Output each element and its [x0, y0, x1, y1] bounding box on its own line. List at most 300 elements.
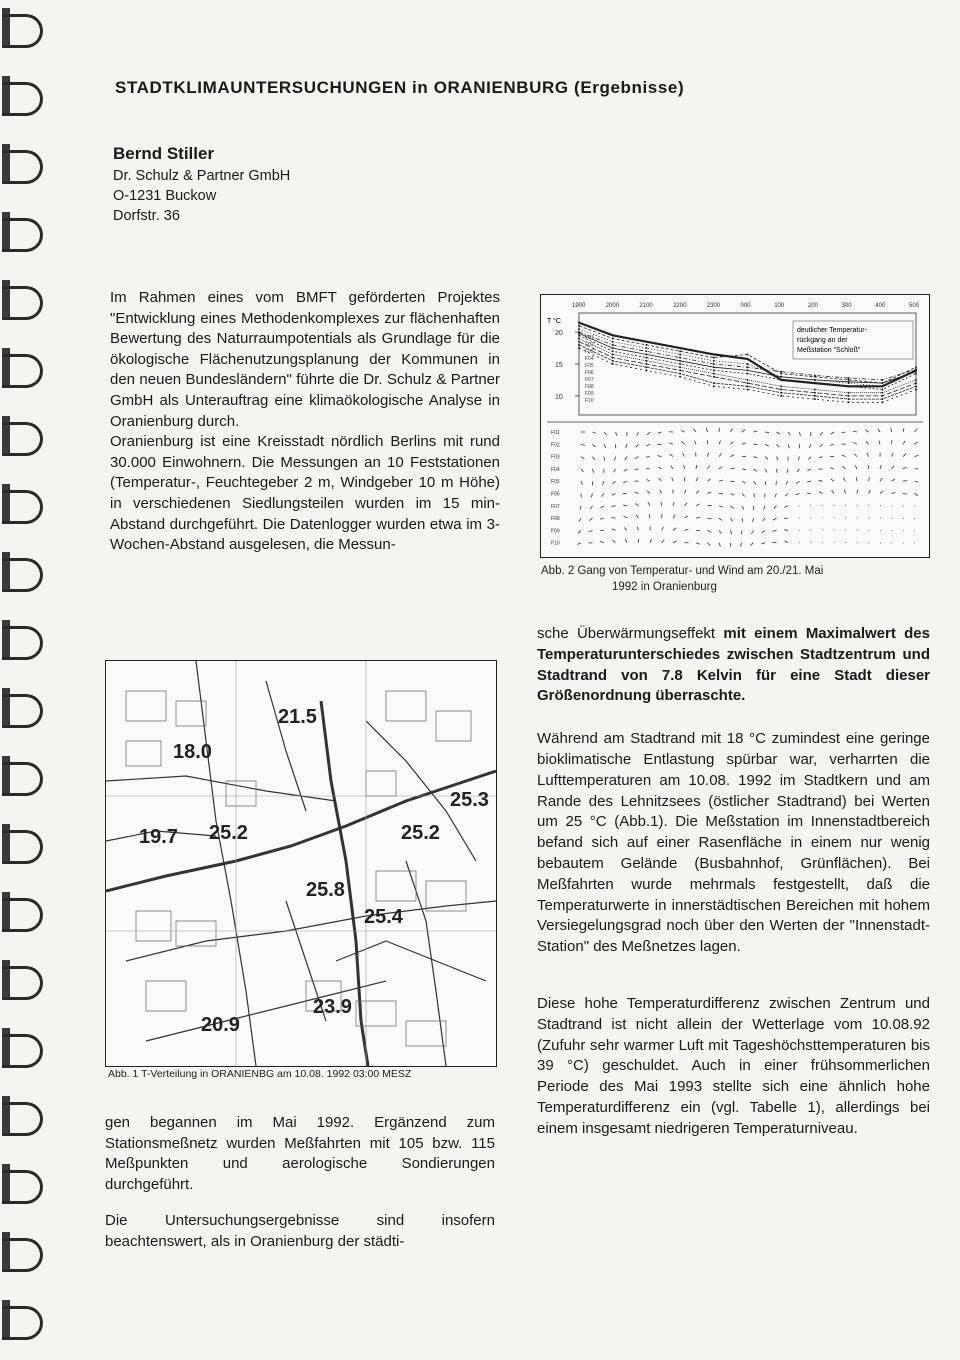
wind-row-label: F01	[551, 430, 560, 436]
wind-vector	[773, 518, 776, 520]
wind-vector	[613, 481, 616, 484]
paragraph-results: Die Untersuchungsergebnisse sind insofern beachtenswert, als in Oranienburg der städti-	[105, 1212, 495, 1250]
data-point	[645, 369, 647, 371]
wind-vector	[635, 469, 639, 470]
data-point	[848, 395, 850, 397]
wind-vector	[662, 514, 663, 518]
wind-vector	[855, 465, 857, 469]
data-point	[780, 376, 782, 378]
author-city: O-1231 Buckow	[113, 188, 217, 204]
wind-vector	[673, 541, 677, 543]
binding-ring	[2, 280, 46, 320]
wind-vector	[719, 454, 722, 457]
wind-vector	[754, 457, 758, 458]
x-tick-label: 2200	[673, 303, 687, 309]
wind-vector	[708, 543, 711, 546]
wind-vector	[830, 468, 834, 469]
wind-vector	[853, 431, 857, 432]
binding-ring	[2, 892, 46, 932]
data-point	[881, 385, 883, 387]
data-point	[679, 376, 681, 378]
data-point	[747, 369, 749, 371]
wind-vector	[635, 492, 639, 493]
data-point	[679, 347, 681, 349]
wind-vector	[625, 457, 627, 460]
wind-vector	[684, 465, 685, 469]
wind-vector	[577, 543, 581, 545]
wind-vector	[831, 479, 834, 481]
wind-vector	[581, 481, 582, 485]
wind-vector	[754, 494, 755, 498]
wind-vector	[784, 530, 788, 531]
wind-vector	[788, 432, 790, 435]
data-point	[780, 389, 782, 391]
data-point	[612, 347, 614, 349]
map-label-southeast: 25.4	[364, 906, 403, 928]
wind-vector	[706, 428, 707, 432]
wind-vector	[892, 493, 896, 494]
data-point	[780, 395, 782, 397]
wind-vector	[915, 429, 917, 432]
wind-vector	[635, 457, 638, 459]
data-point	[612, 344, 614, 346]
paragraph-measurements: gen begannen im Mai 1992. Ergänzend zum Stationsmeßnetz wurden Meßfahrten mit 105 bzw. 115 Meßpunkten und aerologische Sondierungen durchgeführt.	[105, 1114, 495, 1193]
wind-vector	[776, 481, 777, 485]
wind-vector	[754, 481, 756, 484]
wind-vector	[773, 530, 777, 531]
data-point	[645, 360, 647, 362]
map-label-southwest: 20.9	[201, 1014, 240, 1036]
wind-vector	[604, 457, 605, 461]
wind-vector	[636, 444, 639, 447]
data-point	[747, 385, 749, 387]
wind-vector	[796, 481, 799, 483]
wind-vector	[615, 457, 616, 461]
data-point	[747, 353, 749, 355]
wind-vector	[646, 457, 650, 458]
wind-vector	[915, 494, 918, 496]
wind-vector	[671, 466, 673, 469]
data-point	[645, 357, 647, 359]
data-point	[747, 373, 749, 375]
binding-ring	[2, 144, 46, 184]
wind-vector	[797, 469, 799, 472]
wind-vector	[820, 432, 822, 435]
binding-ring	[2, 76, 46, 116]
effect-bold-text: mit einem Maximalwert des Temperaturunterschiedes zwischen Stadtzentrum und Stadtrand von 7.8 Kelvin für eine Stadt dieser Größenordnung überraschte.	[537, 625, 930, 705]
spiral-binding	[0, 0, 52, 1360]
data-point	[713, 385, 715, 387]
binding-ring	[2, 416, 46, 456]
data-point	[612, 350, 614, 352]
data-point	[679, 369, 681, 371]
wind-vector	[646, 444, 650, 446]
wind-vector	[742, 506, 744, 510]
x-tick-label: 200	[807, 303, 818, 309]
data-point	[612, 334, 614, 336]
wind-vector	[740, 543, 742, 547]
data-point	[645, 341, 647, 343]
data-point	[713, 382, 715, 384]
wind-vector	[857, 517, 858, 518]
wind-vector	[731, 468, 735, 469]
data-point	[848, 385, 850, 387]
wind-vector	[903, 467, 907, 469]
data-point	[814, 398, 816, 400]
wind-vector	[809, 444, 811, 448]
figure-2-caption-line-2: 1992 in Oranienburg	[612, 581, 717, 593]
data-point	[747, 358, 749, 360]
wind-vector	[590, 506, 592, 509]
data-point	[747, 366, 749, 368]
wind-vector	[819, 492, 823, 494]
wind-vector	[741, 530, 742, 534]
data-point	[679, 350, 681, 352]
wind-vector	[784, 506, 788, 508]
wind-vector	[831, 490, 834, 493]
wind-vector	[751, 530, 753, 533]
wind-vector	[626, 444, 627, 448]
wind-vector	[636, 515, 638, 518]
wind-vector	[658, 456, 662, 457]
wind-vector	[731, 455, 735, 457]
wind-vector	[673, 515, 675, 518]
wind-vector	[808, 457, 811, 460]
wind-vector	[649, 514, 650, 518]
binding-ring	[2, 1232, 46, 1272]
time-series-figure	[540, 294, 930, 558]
wind-vector	[842, 455, 846, 457]
wind-vector	[903, 428, 904, 432]
station-label: F06	[585, 370, 594, 376]
annotation-line-2: rückgang an der	[797, 337, 848, 344]
wind-vector	[842, 466, 845, 469]
wind-vector	[903, 494, 907, 495]
wind-vector	[754, 469, 757, 471]
binding-ring	[2, 348, 46, 388]
wind-vector	[765, 444, 769, 446]
wind-row-label: F09	[551, 528, 560, 535]
data-point	[780, 371, 782, 373]
y-axis-label: T °C	[547, 318, 561, 325]
author-name: Bernd Stiller	[113, 144, 215, 163]
wind-vector	[708, 492, 712, 493]
figure-1-caption: Abb. 1 T-Verteilung in ORANIENBG am 10.08. 1992 03:00 MESZ	[108, 1068, 412, 1080]
wind-vector	[672, 477, 673, 481]
wind-vector	[625, 539, 627, 543]
data-point	[881, 398, 883, 400]
wind-vector	[865, 430, 868, 432]
wind-vector	[774, 506, 777, 509]
wind-vector	[751, 543, 754, 546]
wind-vector	[719, 518, 722, 520]
wind-vector	[650, 539, 651, 543]
wind-vector	[708, 518, 712, 519]
wind-vector	[903, 441, 905, 444]
wind-vector	[658, 432, 662, 433]
wind-vector	[915, 481, 919, 482]
wind-vector	[742, 430, 745, 432]
wind-vector	[624, 527, 627, 530]
wind-vector	[613, 540, 616, 543]
wind-vector	[777, 457, 779, 461]
wind-vector	[798, 457, 799, 461]
wind-vector	[708, 530, 711, 532]
wind-vector	[708, 479, 711, 482]
wind-vector	[810, 518, 811, 519]
station-label: F02	[585, 342, 594, 348]
data-point	[713, 373, 715, 375]
wind-vector	[624, 469, 627, 471]
data-point	[713, 369, 715, 371]
wind-vector	[646, 479, 650, 481]
wind-vector	[696, 504, 700, 506]
wind-vector	[810, 432, 811, 436]
wind-vector	[784, 541, 788, 543]
wind-vector	[762, 530, 765, 532]
data-point	[881, 401, 883, 403]
x-tick-label: 000	[740, 303, 751, 309]
data-point	[713, 357, 715, 359]
data-point	[848, 401, 850, 403]
wind-vector	[637, 527, 638, 531]
data-point	[747, 363, 749, 365]
map-label-west: 19.7	[139, 826, 178, 848]
wind-row-label: F08	[551, 516, 560, 523]
temperature-wind-chart	[541, 295, 929, 557]
binding-ring	[2, 1096, 46, 1136]
x-tick-label: 1900	[572, 303, 586, 309]
map-label-center-east: 25.2	[401, 822, 440, 844]
data-point	[848, 379, 850, 381]
station-label: F09	[585, 391, 594, 397]
binding-ring	[2, 960, 46, 1000]
wind-vector	[578, 530, 581, 533]
data-point	[747, 379, 749, 381]
data-point	[881, 379, 883, 381]
wind-vector	[742, 469, 746, 470]
wind-vector	[593, 432, 597, 434]
wind-vector	[685, 490, 686, 494]
wind-vector	[842, 432, 846, 433]
wind-vector	[765, 469, 767, 472]
wind-vector	[612, 506, 616, 507]
wind-vector	[796, 494, 800, 495]
wind-vector	[719, 506, 723, 507]
wind-vector	[903, 481, 907, 482]
annotation-line-3: Meßstation "Schloß"	[797, 347, 861, 354]
author-company: Dr. Schulz & Partner GmbH	[113, 168, 291, 184]
wind-vector	[604, 444, 606, 448]
data-point	[679, 363, 681, 365]
wind-vector	[658, 467, 661, 469]
wind-vector	[685, 516, 688, 518]
data-point	[848, 398, 850, 400]
wind-vector	[785, 494, 788, 497]
wind-vector	[915, 442, 918, 444]
wind-vector	[765, 457, 768, 460]
station-label: F03	[585, 349, 594, 355]
data-point	[612, 360, 614, 362]
figure-2-caption-line-1: Abb. 2 Gang von Temperatur- und Wind am 20./21. Mai	[541, 565, 824, 577]
wind-vector	[765, 432, 769, 433]
wind-row-label: F03	[551, 454, 560, 461]
effect-plain-text: sche Überwärmungseffekt	[537, 625, 716, 642]
map-label-east: 25.3	[450, 789, 489, 811]
wind-vector	[673, 528, 676, 531]
wind-vector	[892, 440, 893, 444]
paragraph-city: Oranienburg ist eine Kreisstadt nördlich Berlins mit rund 30.000 Einwohnern. Die Messungen an 10 Feststationen (Temperatur-, Feuchtegeber 2 m, Windgeber 10 m Höhe) in verschiedenen Siedlungsteilen wurden im 15 min-Abstand durchgeführt. Die Datenlogger wurden etwa im 3-Wochen-Abstand ausgelesen, die Messun-	[110, 433, 500, 554]
wind-vector	[600, 541, 604, 542]
data-point	[645, 350, 647, 352]
data-point	[780, 392, 782, 394]
wind-vector	[660, 490, 662, 494]
wind-vector	[612, 494, 616, 496]
wind-row-label: F10	[551, 540, 560, 547]
binding-ring	[2, 1028, 46, 1068]
wind-row-label: F04	[551, 466, 560, 473]
wind-row-label: F02	[551, 442, 560, 449]
wind-vector	[601, 494, 604, 497]
data-point	[679, 373, 681, 375]
binding-ring	[2, 756, 46, 796]
wind-vector	[696, 465, 697, 469]
wind-vector	[616, 432, 617, 436]
wind-vector	[635, 503, 638, 505]
wind-vector	[683, 453, 685, 456]
data-point	[612, 338, 614, 340]
wind-vector	[624, 516, 627, 518]
map-label-center-west: 25.2	[209, 822, 248, 844]
wind-vector	[819, 457, 823, 459]
wind-vector	[693, 429, 696, 432]
paragraph-city-edge: Während am Stadtrand mit 18 °C zumindest eine geringe bioklimatische Entlastung spürbar war, verharrten die Lufttemperaturen am 10.08. 1992 im Stadtkern und am Rande des Lehnitzsees (östlicher Stadtrand) bei Werten um 25 °C (Abb.1). Die Meßstation im Innenstadtbereich befand sich auf einer Rasenfläche in einem nur wenig bebautem Gelände (Busbahnhof, Grünflächen). Bei Meßfahrten wurde mehrmals festgestellt, daß die Temperaturwerte in innerstädtischen Bereichen mit hohem Versiegelungsgrad noch über den Werten der "Innenstadt-Station" des Meßnetzes lagen.	[537, 730, 930, 956]
annotation-line-1: deutlicher Temperatur-	[797, 327, 867, 334]
wind-vector	[763, 518, 765, 521]
wind-vector	[708, 453, 709, 457]
wind-vector	[719, 441, 721, 445]
data-point	[780, 379, 782, 381]
binding-ring	[2, 620, 46, 660]
wind-vector	[581, 469, 584, 472]
data-point	[713, 376, 715, 378]
wind-vector	[892, 479, 895, 481]
station-label: F05	[585, 363, 594, 369]
data-point	[713, 366, 715, 368]
findings-text	[537, 624, 930, 1140]
wind-vector	[602, 481, 604, 485]
data-point	[679, 366, 681, 368]
wind-vector	[637, 432, 639, 436]
wind-vector	[647, 432, 650, 435]
binding-ring	[2, 1164, 46, 1204]
wind-vector	[807, 481, 811, 482]
wind-vector	[777, 432, 780, 434]
data-point	[612, 357, 614, 359]
wind-vector	[777, 444, 780, 447]
intro-text	[110, 288, 500, 556]
map-label-south: 23.9	[313, 996, 352, 1018]
wind-vector	[819, 444, 822, 447]
wind-row-label: F07	[551, 503, 560, 510]
page-title: STADTKLIMAUNTERSUCHUNGEN in ORANIENBURG (Ergebnisse)	[115, 78, 685, 97]
wind-vector	[867, 453, 868, 457]
wind-vector	[880, 478, 882, 481]
wind-vector	[662, 527, 664, 531]
wind-vector	[764, 506, 765, 510]
wind-vector	[843, 478, 845, 481]
wind-vector	[808, 469, 811, 471]
wind-vector	[854, 454, 857, 457]
wind-vector	[879, 440, 880, 444]
data-point	[645, 363, 647, 365]
wind-vector	[830, 444, 834, 445]
wind-vector	[646, 468, 650, 469]
wind-vector	[696, 491, 699, 494]
y-tick-label: 20	[555, 330, 563, 338]
wind-vector	[719, 480, 723, 481]
wind-vector	[604, 432, 607, 435]
wind-vector	[593, 444, 596, 447]
wind-vector	[878, 429, 880, 432]
wind-vector	[819, 480, 823, 481]
wind-vector	[761, 543, 765, 544]
data-point	[679, 353, 681, 355]
x-tick-label: 400	[875, 303, 886, 309]
wind-vector	[765, 481, 766, 485]
wind-vector	[753, 518, 754, 522]
wind-vector	[892, 466, 895, 469]
wind-vector	[742, 481, 745, 483]
wind-vector	[670, 454, 673, 456]
wind-vector	[731, 530, 732, 534]
wind-vector	[869, 490, 871, 493]
wind-vector	[787, 469, 788, 473]
paragraph-project: Im Rahmen eines vom BMFT geförderten Projektes "Entwicklung eines Methodenkomplexes zur flächenhaften Bewertung des Naturraumpotentials als Grundlage für die ökologische Flächenutzungsplanung der Kommunen in den neuen Bundesländern" führte die Dr. Schulz & Partner GmbH als Unterauftrag eine klimaökologische Analyse in Oranienburg durch.	[110, 289, 500, 430]
wind-vector	[775, 494, 777, 498]
wind-vector	[731, 518, 733, 521]
wind-vector	[580, 506, 581, 510]
wind-vector	[593, 457, 595, 460]
data-point	[679, 360, 681, 362]
wind-vector	[648, 502, 650, 505]
data-point	[814, 389, 816, 391]
station-label: F08	[585, 384, 594, 390]
x-tick-label: 500	[909, 303, 920, 309]
binding-ring	[2, 1300, 46, 1340]
wind-vector	[786, 481, 788, 484]
data-point	[881, 389, 883, 391]
wind-vector	[612, 518, 616, 519]
data-point	[747, 382, 749, 384]
data-point	[881, 395, 883, 397]
wind-vector	[696, 517, 700, 518]
wind-vector	[579, 518, 581, 521]
binding-ring	[2, 212, 46, 252]
wind-vector	[880, 465, 881, 469]
wind-vector	[719, 543, 720, 547]
station-label: F01	[585, 335, 594, 341]
map-label-center: 25.8	[306, 879, 345, 901]
wind-vector	[880, 491, 883, 493]
wind-vector	[662, 540, 665, 543]
x-tick-label: 2100	[639, 303, 653, 309]
wind-vector	[623, 505, 627, 506]
x-tick-label: 2000	[605, 303, 620, 309]
wind-vector	[696, 478, 698, 482]
data-point	[645, 353, 647, 355]
data-point	[881, 392, 883, 394]
